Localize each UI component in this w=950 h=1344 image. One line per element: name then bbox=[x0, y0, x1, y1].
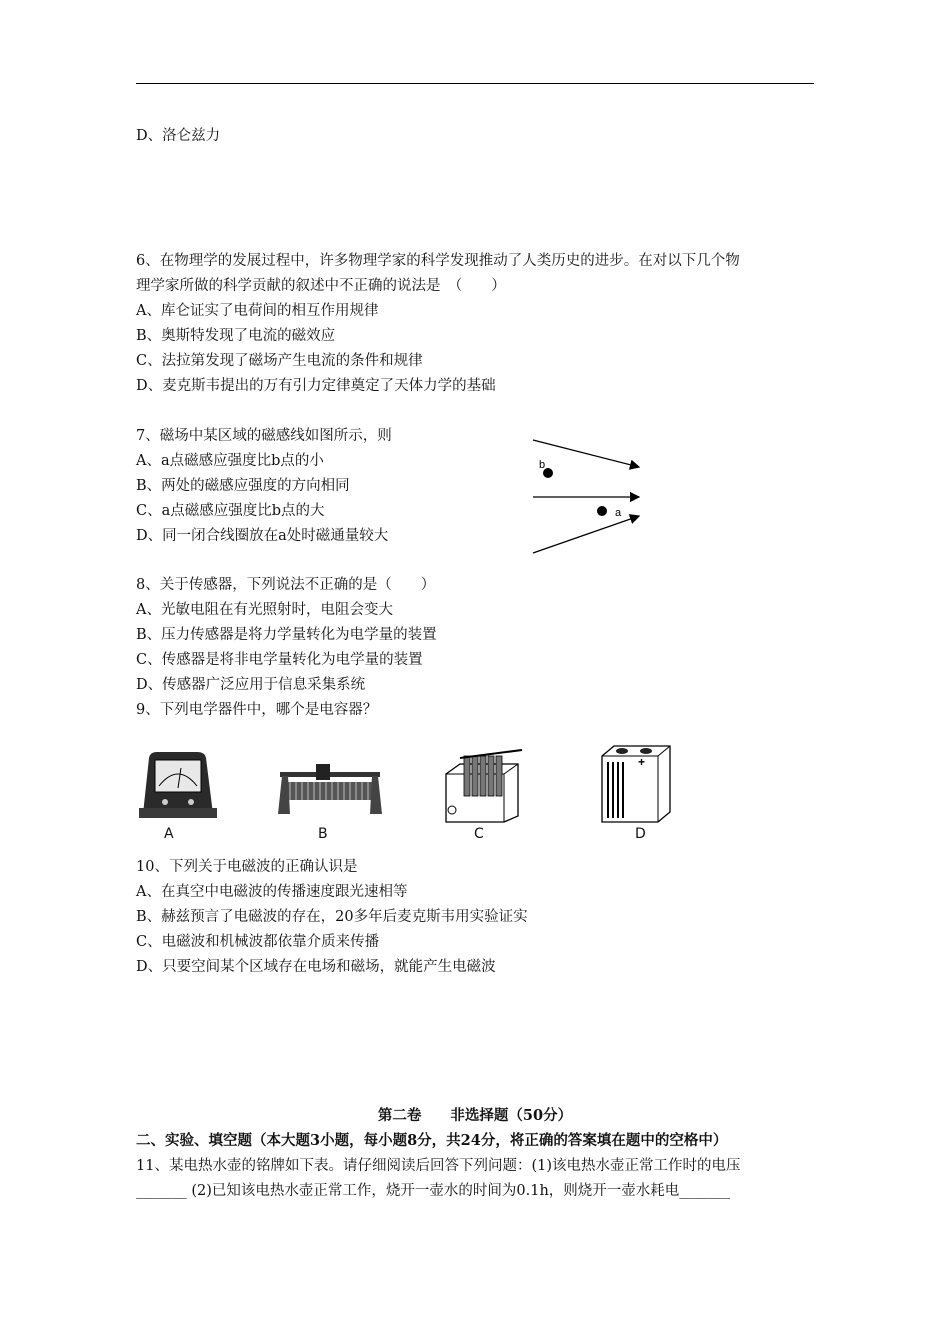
q6-stem-line1: 6、在物理学的发展过程中，许多物理学家的科学发现推动了人类历史的进步。在对以下几个物 bbox=[136, 253, 740, 269]
meter-device-image bbox=[135, 748, 221, 820]
q9-label-c: C bbox=[474, 826, 484, 842]
q9-stem: 9、下列电学器件中，哪个是电容器？ bbox=[136, 702, 378, 718]
q8-stem: 8、关于传感器，下列说法不正确的是（ ） bbox=[136, 577, 436, 593]
q7-option-b: B、两处的磁感应强度的方向相同 bbox=[136, 478, 350, 494]
q8-option-d: D、传感器广泛应用于信息采集系统 bbox=[136, 677, 366, 693]
q5-option-d: D、洛仑兹力 bbox=[136, 128, 221, 144]
field-line-top bbox=[533, 440, 639, 467]
point-a-dot bbox=[597, 506, 607, 516]
svg-text:+: + bbox=[638, 755, 646, 769]
header-rule bbox=[136, 83, 814, 84]
q7-option-a: A、a点磁感应强度比b点的小 bbox=[136, 453, 324, 469]
q6-option-a: A、库仑证实了电荷间的相互作用规律 bbox=[136, 303, 379, 319]
q6-option-d: D、麦克斯韦提出的万有引力定律奠定了天体力学的基础 bbox=[136, 378, 496, 394]
q10-option-c: C、电磁波和机械波都依靠介质来传播 bbox=[136, 934, 380, 950]
part2-title: 第二卷 非选择题（50分） bbox=[377, 1107, 573, 1124]
q9-label-b: B bbox=[318, 826, 328, 842]
rheostat-device-image bbox=[276, 760, 384, 816]
q9-label-d: D bbox=[635, 826, 646, 842]
magnetic-field-lines-figure bbox=[525, 430, 655, 560]
q10-stem: 10、下列关于电磁波的正确认识是 bbox=[136, 859, 358, 875]
q10-option-b: B、赫兹预言了电磁波的存在，20多年后麦克斯韦用实验证实 bbox=[136, 909, 528, 925]
q11-line2: _______ (2)已知该电热水壶正常工作，烧开一壶水的时间为0.1h，则烧开一壶水耗电_______ bbox=[136, 1183, 731, 1199]
q7-stem: 7、磁场中某区域的磁感线如图所示，则 bbox=[136, 428, 392, 444]
q7-option-c: C、a点磁感应强度比b点的大 bbox=[136, 503, 325, 519]
variable-capacitor-device-image bbox=[440, 744, 524, 824]
point-a-label: a bbox=[615, 507, 622, 519]
q8-option-c: C、传感器是将非电学量转化为电学量的装置 bbox=[136, 652, 423, 668]
q7-option-d: D、同一闭合线圈放在a处时磁通量较大 bbox=[136, 528, 389, 544]
q10-option-a: A、在真空中电磁波的传播速度跟光速相等 bbox=[136, 884, 408, 900]
q9-label-a: A bbox=[164, 826, 174, 842]
q6-stem-line2: 理学家所做的科学贡献的叙述中不正确的说法是 （ ） bbox=[136, 278, 506, 294]
q6-option-c: C、法拉第发现了磁场产生电流的条件和规律 bbox=[136, 353, 423, 369]
field-line-bottom bbox=[533, 516, 639, 553]
q8-option-b: B、压力传感器是将力学量转化为电学量的装置 bbox=[136, 627, 437, 643]
q10-option-d: D、只要空间某个区域存在电场和磁场，就能产生电磁波 bbox=[136, 959, 496, 975]
q11-line1: 11、某电热水壶的铭牌如下表。请仔细阅读后回答下列问题：(1)该电热水壶正常工作时的电压 bbox=[136, 1158, 741, 1174]
point-b-label: b bbox=[539, 459, 546, 471]
q6-option-b: B、奥斯特发现了电流的磁效应 bbox=[136, 328, 336, 344]
part2-section-heading: 二、实验、填空题（本大题3小题，每小题8分，共24分，将正确的答案填在题中的空格中） bbox=[136, 1132, 728, 1149]
q8-option-a: A、光敏电阻在有光照射时，电阻会变大 bbox=[136, 602, 393, 618]
battery-device-image bbox=[598, 742, 674, 824]
